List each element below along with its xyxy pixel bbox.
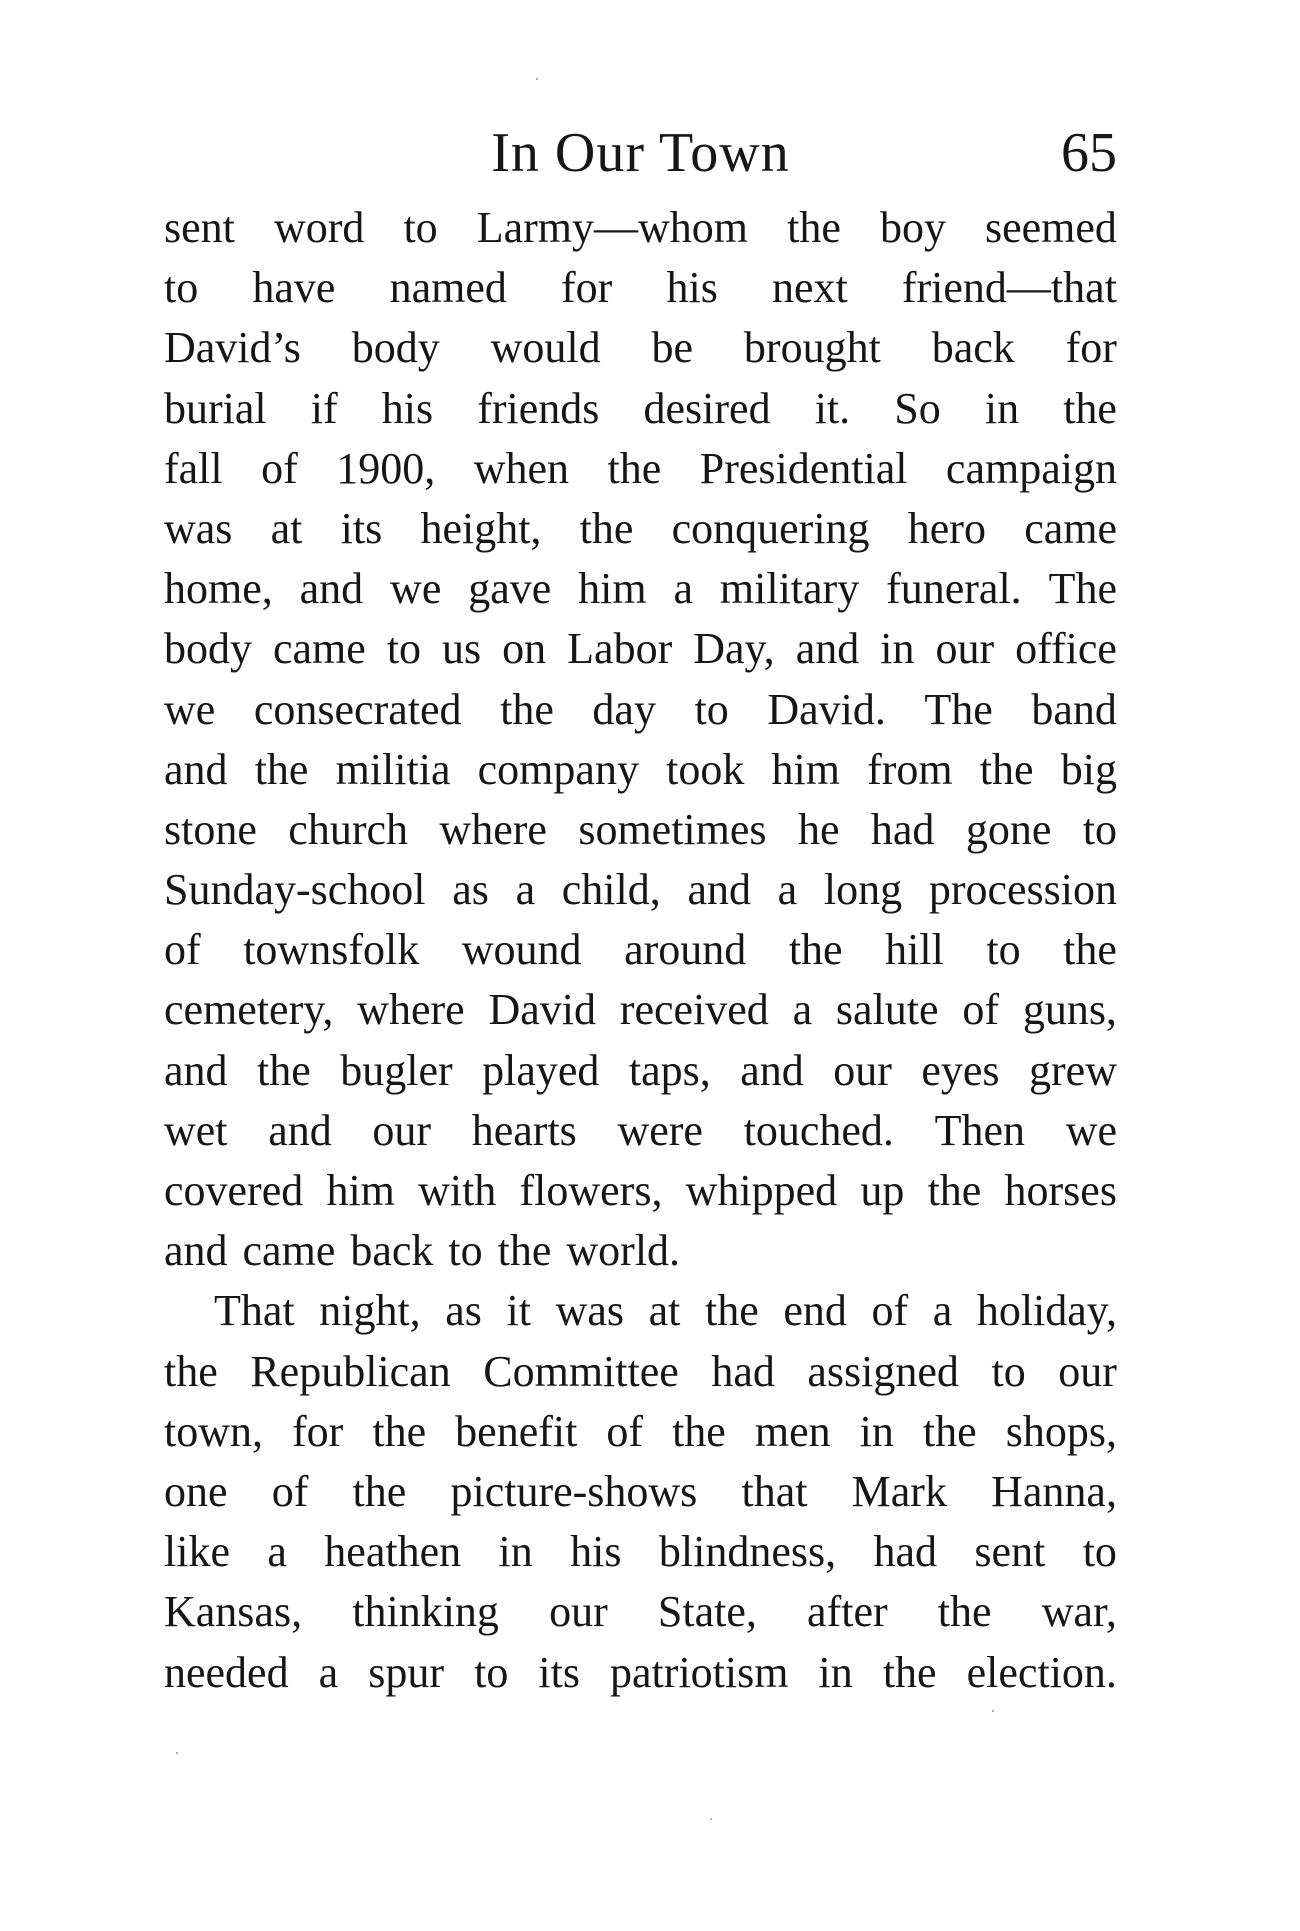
word: took bbox=[666, 744, 745, 794]
page-number: 65 bbox=[1061, 122, 1117, 184]
word: of bbox=[606, 1406, 644, 1456]
word: Sunday-school bbox=[164, 865, 426, 915]
word: heathen bbox=[324, 1527, 462, 1577]
word: were bbox=[617, 1105, 703, 1155]
word: it bbox=[506, 1286, 531, 1336]
word: to bbox=[1082, 1527, 1117, 1577]
word: cemetery, bbox=[164, 985, 334, 1035]
word: to bbox=[386, 624, 422, 674]
word: Hanna, bbox=[991, 1466, 1117, 1516]
word: from bbox=[867, 744, 953, 794]
word: and bbox=[795, 624, 860, 674]
word: assigned bbox=[807, 1346, 959, 1396]
word: we bbox=[390, 564, 442, 614]
word: the bbox=[787, 203, 841, 252]
word: brought bbox=[743, 323, 881, 373]
word: a bbox=[792, 985, 813, 1035]
word: funeral. bbox=[886, 564, 1022, 614]
text-line bbox=[164, 1643, 1117, 1703]
word: came bbox=[242, 1226, 336, 1276]
word: Committee bbox=[483, 1346, 679, 1396]
word: have bbox=[252, 263, 336, 313]
word: Kansas, bbox=[164, 1587, 303, 1637]
word: had bbox=[711, 1346, 775, 1396]
word: to bbox=[1082, 804, 1117, 854]
word: around bbox=[624, 925, 747, 975]
text-line bbox=[164, 619, 1117, 679]
word: if bbox=[310, 383, 338, 433]
paper-speck bbox=[710, 1818, 712, 1820]
word: the bbox=[704, 1286, 759, 1336]
word: that bbox=[741, 1466, 808, 1516]
word: back bbox=[931, 323, 1015, 373]
word: patriotism bbox=[610, 1647, 789, 1697]
text-line bbox=[164, 1522, 1117, 1582]
word: the bbox=[979, 744, 1034, 794]
word: townsfolk bbox=[243, 925, 420, 975]
word: blindness, bbox=[658, 1527, 837, 1577]
word: its bbox=[340, 503, 383, 553]
word: taps, bbox=[628, 1045, 711, 1095]
word: we bbox=[1065, 1105, 1117, 1155]
text-line bbox=[164, 980, 1117, 1040]
text-line bbox=[164, 860, 1117, 920]
word: at bbox=[270, 503, 303, 553]
word: a bbox=[515, 865, 536, 915]
word: a bbox=[318, 1647, 339, 1697]
word: one bbox=[164, 1466, 228, 1516]
word: as bbox=[452, 865, 489, 915]
word: played bbox=[482, 1045, 600, 1095]
word: of bbox=[871, 1286, 909, 1336]
text-line bbox=[164, 499, 1117, 559]
word: the bbox=[372, 1406, 427, 1456]
word: home, bbox=[164, 564, 273, 614]
word: eyes bbox=[921, 1045, 1000, 1095]
word: band bbox=[1031, 684, 1117, 734]
text-line bbox=[164, 1041, 1117, 1101]
word: world. bbox=[566, 1226, 681, 1276]
text-line bbox=[164, 1342, 1117, 1402]
word: the bbox=[1063, 383, 1117, 433]
word: and bbox=[299, 564, 364, 614]
word: procession bbox=[928, 865, 1117, 915]
word: was bbox=[555, 1286, 625, 1336]
word: spur bbox=[368, 1647, 445, 1697]
word: church bbox=[288, 804, 409, 854]
word: our bbox=[1058, 1346, 1117, 1396]
word: gone bbox=[965, 804, 1052, 854]
word: of bbox=[261, 443, 298, 493]
word: seemed bbox=[985, 203, 1117, 252]
text-line bbox=[164, 1462, 1117, 1522]
word: word bbox=[273, 203, 365, 252]
word: end bbox=[783, 1286, 847, 1336]
word: his bbox=[666, 263, 718, 313]
word: the bbox=[672, 1406, 726, 1456]
paper-speck bbox=[536, 78, 538, 80]
word: we bbox=[164, 684, 216, 734]
word: with bbox=[418, 1166, 497, 1215]
word: in bbox=[984, 383, 1020, 433]
text-line bbox=[164, 1101, 1117, 1161]
word: wound bbox=[461, 925, 582, 975]
word: it. bbox=[814, 383, 851, 433]
word: his bbox=[570, 1527, 622, 1577]
text-line bbox=[164, 198, 1117, 258]
text-line bbox=[164, 1402, 1117, 1462]
word: and bbox=[687, 865, 751, 915]
word: salute bbox=[835, 985, 939, 1035]
word: body bbox=[164, 624, 252, 674]
word: in bbox=[859, 1406, 894, 1456]
word: campaign bbox=[945, 443, 1117, 493]
word: next bbox=[771, 263, 848, 313]
word: thinking bbox=[352, 1587, 499, 1637]
word: covered bbox=[164, 1166, 304, 1215]
word: our bbox=[833, 1045, 892, 1095]
word: at bbox=[648, 1286, 681, 1336]
word: friends bbox=[477, 383, 600, 433]
word: child, bbox=[561, 865, 661, 915]
word: the bbox=[922, 1406, 977, 1456]
word: The bbox=[924, 684, 993, 734]
word: and bbox=[740, 1045, 804, 1095]
word: Mark bbox=[851, 1466, 947, 1516]
running-head bbox=[164, 118, 1117, 188]
word: after bbox=[807, 1587, 888, 1637]
text-line bbox=[164, 1161, 1117, 1221]
word: whipped bbox=[685, 1166, 838, 1215]
text-line bbox=[164, 439, 1117, 499]
word: and bbox=[164, 744, 228, 794]
word: back bbox=[350, 1226, 434, 1276]
word: the bbox=[352, 1466, 407, 1516]
word: would bbox=[490, 323, 601, 373]
word: consecrated bbox=[253, 684, 462, 734]
word: the bbox=[937, 1587, 992, 1637]
word: in bbox=[498, 1527, 533, 1577]
word: the bbox=[927, 1166, 982, 1215]
word: him bbox=[578, 564, 647, 614]
word: hearts bbox=[471, 1105, 577, 1155]
word: So bbox=[894, 383, 941, 433]
word: to bbox=[403, 203, 438, 252]
word: and bbox=[164, 1226, 228, 1276]
paper-speck bbox=[176, 1752, 178, 1754]
word: when bbox=[473, 443, 570, 493]
word: its bbox=[538, 1647, 580, 1697]
paper-speck bbox=[992, 1710, 994, 1712]
word: in bbox=[880, 624, 915, 674]
word: to bbox=[474, 1647, 509, 1697]
word: up bbox=[860, 1166, 905, 1215]
word: horses bbox=[1004, 1166, 1117, 1215]
word: hero bbox=[907, 503, 986, 553]
word: and bbox=[164, 1045, 228, 1095]
word: in bbox=[818, 1647, 853, 1697]
word: needed bbox=[164, 1647, 289, 1697]
word: where bbox=[439, 804, 547, 854]
word: company bbox=[477, 744, 639, 794]
word: long bbox=[823, 865, 903, 915]
word: conquering bbox=[671, 503, 870, 553]
word: gave bbox=[468, 564, 552, 614]
word: grew bbox=[1029, 1045, 1117, 1095]
text-line bbox=[164, 559, 1117, 619]
text-line bbox=[164, 258, 1117, 318]
word: for bbox=[561, 263, 613, 313]
word: office bbox=[1015, 624, 1117, 674]
word: David’s bbox=[164, 323, 301, 373]
word: stone bbox=[164, 804, 257, 854]
word: big bbox=[1060, 744, 1117, 794]
text-line bbox=[164, 740, 1117, 800]
word: military bbox=[719, 564, 860, 614]
word: our bbox=[549, 1587, 608, 1637]
word: holiday, bbox=[976, 1286, 1117, 1336]
word: flowers, bbox=[519, 1166, 663, 1215]
word: our bbox=[372, 1105, 432, 1155]
word: came bbox=[273, 624, 366, 674]
word: day bbox=[592, 684, 656, 734]
word: sometimes bbox=[578, 804, 767, 854]
word: election. bbox=[966, 1647, 1117, 1697]
word: the bbox=[607, 443, 662, 493]
word: the bbox=[164, 1346, 218, 1396]
word: The bbox=[1048, 564, 1117, 614]
word: had bbox=[873, 1527, 938, 1577]
word: he bbox=[797, 804, 840, 854]
word: fall bbox=[164, 443, 223, 493]
text-line bbox=[164, 920, 1117, 980]
word: body bbox=[351, 323, 440, 373]
word: friend—that bbox=[901, 263, 1117, 313]
word: Then bbox=[934, 1105, 1026, 1155]
word: bugler bbox=[340, 1045, 453, 1095]
word: for bbox=[1065, 323, 1117, 373]
word: war, bbox=[1041, 1587, 1117, 1637]
word: touched. bbox=[743, 1105, 894, 1155]
word: a bbox=[777, 865, 798, 915]
word: a bbox=[267, 1527, 287, 1577]
word: David bbox=[488, 985, 596, 1035]
word: guns, bbox=[1022, 985, 1117, 1035]
word: Labor bbox=[567, 624, 673, 674]
word: State, bbox=[657, 1587, 757, 1637]
text-line bbox=[164, 1582, 1117, 1642]
word: had bbox=[870, 804, 935, 854]
word: us bbox=[442, 624, 482, 674]
word: was bbox=[164, 503, 233, 553]
word: hill bbox=[885, 925, 944, 975]
text-line bbox=[164, 318, 1117, 378]
word: the bbox=[788, 925, 843, 975]
word: of bbox=[962, 985, 1000, 1035]
text-line bbox=[164, 379, 1117, 439]
word: and bbox=[268, 1105, 332, 1155]
word: men bbox=[754, 1406, 831, 1456]
body-text bbox=[164, 198, 1117, 1703]
word: his bbox=[381, 383, 434, 433]
word: the bbox=[254, 744, 309, 794]
running-title: In Our Town bbox=[491, 122, 790, 184]
word: height, bbox=[420, 503, 542, 553]
paragraph-first-line bbox=[164, 1281, 1117, 1341]
word: like bbox=[164, 1527, 230, 1577]
word: to bbox=[694, 684, 729, 734]
word: the bbox=[882, 1647, 937, 1697]
word: the bbox=[257, 1045, 311, 1095]
word: Larmy—whom bbox=[476, 203, 749, 252]
word: for bbox=[292, 1406, 344, 1456]
word: to bbox=[991, 1346, 1026, 1396]
word: desired bbox=[643, 383, 771, 433]
word: town, bbox=[164, 1406, 263, 1456]
word: 1900, bbox=[336, 443, 436, 493]
word: the bbox=[1063, 925, 1117, 975]
text-line bbox=[164, 800, 1117, 860]
word: to bbox=[164, 263, 199, 313]
word: where bbox=[357, 985, 465, 1035]
word: burial bbox=[164, 383, 267, 433]
word: militia bbox=[335, 744, 451, 794]
word: a bbox=[673, 564, 694, 614]
word: night, bbox=[319, 1286, 421, 1336]
word: to bbox=[448, 1226, 483, 1276]
word: our bbox=[935, 624, 995, 674]
word: a bbox=[932, 1286, 953, 1336]
word: be bbox=[651, 323, 694, 373]
word: as bbox=[445, 1286, 482, 1336]
text-line bbox=[164, 680, 1117, 740]
word: Republican bbox=[250, 1346, 451, 1396]
word: sent bbox=[974, 1527, 1046, 1577]
word: named bbox=[389, 263, 507, 313]
word: received bbox=[619, 985, 769, 1035]
word: of bbox=[271, 1466, 309, 1516]
word: the bbox=[500, 684, 554, 734]
word: That bbox=[214, 1286, 295, 1336]
word: wet bbox=[164, 1105, 228, 1155]
word: on bbox=[502, 624, 547, 674]
word: him bbox=[326, 1166, 395, 1215]
word: of bbox=[164, 925, 201, 975]
word: boy bbox=[879, 203, 946, 252]
word: the bbox=[497, 1226, 552, 1276]
word: Presidential bbox=[699, 443, 908, 493]
word: to bbox=[986, 925, 1021, 975]
word: picture-shows bbox=[450, 1466, 698, 1516]
word: sent bbox=[164, 203, 235, 252]
word: benefit bbox=[455, 1406, 578, 1456]
word: him bbox=[771, 744, 840, 794]
paragraph-last-line bbox=[164, 1221, 1117, 1281]
word: David. bbox=[767, 684, 886, 734]
word: the bbox=[579, 503, 634, 553]
word: shops, bbox=[1005, 1406, 1117, 1456]
word: came bbox=[1024, 503, 1117, 553]
word: Day, bbox=[693, 624, 775, 674]
